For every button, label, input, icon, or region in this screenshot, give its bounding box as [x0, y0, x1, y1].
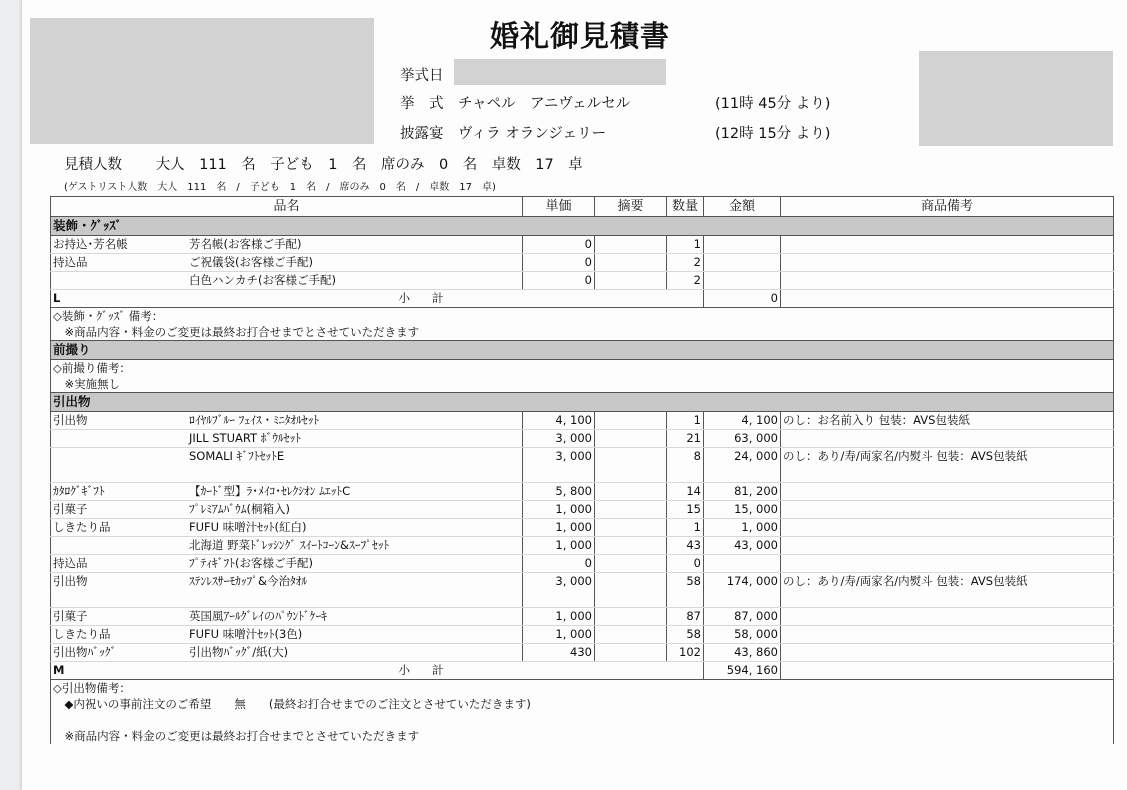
item-quantity: 1	[667, 519, 704, 537]
section-header-row	[51, 393, 1114, 412]
note-row	[51, 728, 1114, 744]
item-amount	[704, 272, 781, 290]
item-remarks: のし：あり/寿/両家名/内熨斗 包装：AVS包装紙	[781, 448, 1114, 483]
item-amount: 1, 000	[704, 519, 781, 537]
item-summary	[595, 254, 667, 272]
item-row	[51, 448, 1114, 483]
item-quantity: 21	[667, 430, 704, 448]
item-cell	[51, 412, 523, 430]
item-amount: 24, 000	[704, 448, 781, 483]
item-unit-price: 1, 000	[523, 608, 595, 626]
item-remarks	[781, 519, 1114, 537]
item-amount: 58, 000	[704, 626, 781, 644]
document-sheet	[22, 0, 1127, 790]
guest-list-count: (ゲストリスト人数 大人 111 名 / 子ども 1 名 / 席のみ 0 名 / 卓数 17 卓)	[64, 182, 496, 193]
item-unit-price: 3, 000	[523, 573, 595, 608]
item-quantity: 2	[667, 272, 704, 290]
item-name: ﾛｲﾔﾙﾌﾞﾙｰ ﾌｪｲｽ・ﾐﾆﾀｵﾙｾｯﾄ	[189, 413, 320, 427]
item-name: ﾌﾟﾃｨｷﾞﾌﾄ(お客様ご手配)	[189, 556, 313, 570]
item-quantity: 87	[667, 608, 704, 626]
subtotal-amount: 594, 160	[704, 662, 781, 680]
note-row	[51, 324, 1114, 341]
item-summary	[595, 272, 667, 290]
subtotal-cell	[51, 290, 704, 308]
item-summary	[595, 644, 667, 662]
item-quantity: 43	[667, 537, 704, 555]
section-note: ◇引出物備考：	[51, 680, 1114, 697]
item-amount: 43, 860	[704, 644, 781, 662]
table-header-row	[51, 197, 1114, 217]
item-category: お持込･芳名帳	[53, 237, 128, 251]
item-cell	[51, 608, 523, 626]
note-row	[51, 376, 1114, 393]
item-unit-price: 1, 000	[523, 519, 595, 537]
item-row	[51, 236, 1114, 254]
section-note: ◇装飾・ｸﾞｯｽﾞ 備考：	[51, 308, 1114, 325]
document-title: 婚礼御見積書	[490, 19, 671, 53]
redacted-ceremony-date	[454, 59, 666, 85]
item-unit-price: 430	[523, 644, 595, 662]
item-cell	[51, 537, 523, 555]
item-category: しきたり品	[53, 520, 111, 534]
section-title: 引出物	[51, 393, 1114, 412]
item-row	[51, 555, 1114, 573]
item-category: 引菓子	[53, 609, 88, 623]
header-quantity: 数量	[667, 197, 704, 217]
item-remarks	[781, 608, 1114, 626]
item-summary	[595, 430, 667, 448]
item-amount: 4, 100	[704, 412, 781, 430]
item-remarks	[781, 272, 1114, 290]
item-summary	[595, 236, 667, 254]
section-title: 装飾・ｸﾞｯｽﾞ	[51, 217, 1114, 236]
item-summary	[595, 412, 667, 430]
item-row	[51, 501, 1114, 519]
item-unit-price: 0	[523, 555, 595, 573]
item-quantity: 8	[667, 448, 704, 483]
item-name: 引出物ﾊﾞｯｸﾞ/紙(大)	[189, 645, 289, 659]
item-name: 白色ハンカチ(お客様ご手配)	[189, 273, 336, 287]
item-category: 引出物	[53, 413, 88, 427]
item-row	[51, 519, 1114, 537]
estimate-body	[51, 217, 1114, 745]
item-remarks	[781, 254, 1114, 272]
item-unit-price: 0	[523, 236, 595, 254]
item-remarks	[781, 501, 1114, 519]
item-name: 【ｶｰﾄﾞ型】ﾗ･ﾒｲｺ･ｾﾚｸｼｵﾝ ﾑｴｯﾄC	[189, 484, 351, 498]
section-header-row	[51, 217, 1114, 236]
item-summary	[595, 519, 667, 537]
item-unit-price: 3, 000	[523, 430, 595, 448]
item-quantity: 102	[667, 644, 704, 662]
subtotal-row	[51, 662, 1114, 680]
item-name: SOMALI ｷﾞﾌﾄｾｯﾄE	[189, 449, 285, 463]
item-unit-price: 0	[523, 254, 595, 272]
section-note: ※商品内容・料金のご変更は最終お打合せまでとさせていただきます	[51, 324, 1114, 341]
item-quantity: 2	[667, 254, 704, 272]
reception-venue: 披露宴 ヴィラ オランジェリー	[400, 126, 607, 142]
item-unit-price: 1, 000	[523, 626, 595, 644]
item-amount: 87, 000	[704, 608, 781, 626]
item-category: 引菓子	[53, 502, 88, 516]
item-unit-price: 3, 000	[523, 448, 595, 483]
item-row	[51, 272, 1114, 290]
item-amount	[704, 555, 781, 573]
item-quantity: 58	[667, 626, 704, 644]
item-cell	[51, 430, 523, 448]
item-name: FUFU 味噌汁ｾｯﾄ(紅白)	[189, 520, 307, 534]
item-remarks	[781, 430, 1114, 448]
section-note: ※実施無し	[51, 376, 1114, 393]
item-summary	[595, 608, 667, 626]
item-remarks: のし：あり/寿/両家名/内熨斗 包装：AVS包装紙	[781, 573, 1114, 608]
item-category: 引出物	[53, 574, 88, 588]
item-cell	[51, 236, 523, 254]
item-cell	[51, 501, 523, 519]
item-remarks	[781, 537, 1114, 555]
item-unit-price: 0	[523, 272, 595, 290]
item-cell	[51, 644, 523, 662]
item-unit-price: 5, 800	[523, 483, 595, 501]
note-row	[51, 680, 1114, 697]
item-unit-price: 4, 100	[523, 412, 595, 430]
item-cell	[51, 573, 523, 608]
subtotal-spacer	[781, 662, 1114, 680]
item-name: 芳名帳(お客様ご手配)	[189, 237, 302, 251]
item-summary	[595, 555, 667, 573]
item-row	[51, 644, 1114, 662]
section-note: ◆内祝いの事前注文のご希望 無 (最終お打合せまでのご注文とさせていただきます)	[51, 696, 1114, 712]
item-category: 持込品	[53, 556, 88, 570]
item-unit-price: 1, 000	[523, 501, 595, 519]
note-row	[51, 696, 1114, 712]
section-title: 前撮り	[51, 341, 1114, 360]
section-note: ※商品内容・料金のご変更は最終お打合せまでとさせていただきます	[51, 728, 1114, 744]
item-cell	[51, 626, 523, 644]
item-summary	[595, 501, 667, 519]
ceremony-venue: 挙 式 チャペル アニヴェルセル	[400, 96, 631, 112]
reception-time: (12時 15分 より)	[715, 126, 831, 142]
item-name: JILL STUART ﾎﾞｳﾙｾｯﾄ	[189, 431, 301, 445]
item-cell	[51, 254, 523, 272]
item-cell	[51, 272, 523, 290]
item-amount	[704, 254, 781, 272]
item-amount: 43, 000	[704, 537, 781, 555]
item-quantity: 0	[667, 555, 704, 573]
item-remarks	[781, 236, 1114, 254]
note-row	[51, 308, 1114, 325]
subtotal-key: L	[53, 291, 61, 305]
item-summary	[595, 626, 667, 644]
item-cell	[51, 448, 523, 483]
item-cell	[51, 519, 523, 537]
subtotal-spacer	[781, 290, 1114, 308]
item-category: 引出物ﾊﾞｯｸﾞ	[53, 645, 117, 659]
item-row	[51, 626, 1114, 644]
item-row	[51, 430, 1114, 448]
note-row	[51, 712, 1114, 728]
header-summary: 摘要	[595, 197, 667, 217]
item-cell	[51, 483, 523, 501]
subtotal-cell	[51, 662, 704, 680]
item-name: ﾌﾟﾚﾐｱﾑﾊﾞｳﾑ(桐箱入)	[189, 502, 290, 516]
section-header-row	[51, 341, 1114, 360]
item-row	[51, 254, 1114, 272]
subtotal-label: 小計	[398, 291, 466, 305]
item-quantity: 1	[667, 412, 704, 430]
subtotal-row	[51, 290, 1114, 308]
estimate-headcount: 見積人数 大人 111 名 子ども 1 名 席のみ 0 名 卓数 17 卓	[64, 157, 583, 173]
item-name: FUFU 味噌汁ｾｯﾄ(3色)	[189, 627, 303, 641]
item-quantity: 15	[667, 501, 704, 519]
item-remarks	[781, 626, 1114, 644]
item-name: 英国風ｱｰﾙｸﾞﾚｲのﾊﾟｳﾝﾄﾞｹｰｷ	[189, 609, 327, 623]
item-quantity: 14	[667, 483, 704, 501]
item-row	[51, 608, 1114, 626]
estimate-table	[50, 196, 1114, 744]
section-note	[51, 712, 1114, 728]
item-row	[51, 483, 1114, 501]
subtotal-amount: 0	[704, 290, 781, 308]
item-summary	[595, 483, 667, 501]
header-name: 品名	[51, 197, 523, 217]
ceremony-date-label: 挙式日	[400, 68, 444, 84]
header-amount: 金額	[704, 197, 781, 217]
item-name: 北海道 野菜ﾄﾞﾚｯｼﾝｸﾞ ｽｲｰﾄｺｰﾝ&ｽｰﾌﾟｾｯﾄ	[189, 538, 390, 552]
item-row	[51, 573, 1114, 608]
header-unit-price: 単価	[523, 197, 595, 217]
redacted-area-right	[919, 51, 1113, 146]
section-note: ◇前撮り備考：	[51, 360, 1114, 377]
subtotal-key: M	[53, 663, 65, 677]
item-category: しきたり品	[53, 627, 111, 641]
item-amount: 81, 200	[704, 483, 781, 501]
item-cell	[51, 555, 523, 573]
item-name: ご祝儀袋(お客様ご手配)	[189, 255, 313, 269]
item-amount: 174, 000	[704, 573, 781, 608]
ceremony-time: (11時 45分 より)	[715, 96, 831, 112]
item-category: ｶﾀﾛｸﾞｷﾞﾌﾄ	[53, 484, 105, 498]
item-summary	[595, 448, 667, 483]
item-summary	[595, 537, 667, 555]
item-remarks	[781, 555, 1114, 573]
item-name: ｽﾃﾝﾚｽｻｰﾓｶｯﾌﾟ&今治ﾀｵﾙ	[189, 574, 308, 588]
item-row	[51, 537, 1114, 555]
item-unit-price: 1, 000	[523, 537, 595, 555]
item-remarks	[781, 644, 1114, 662]
item-amount: 63, 000	[704, 430, 781, 448]
item-remarks	[781, 483, 1114, 501]
item-summary	[595, 573, 667, 608]
item-amount: 15, 000	[704, 501, 781, 519]
item-amount	[704, 236, 781, 254]
note-row	[51, 360, 1114, 377]
item-category: 持込品	[53, 255, 88, 269]
redacted-area-left	[30, 18, 374, 144]
item-quantity: 1	[667, 236, 704, 254]
header-remarks: 商品備考	[781, 197, 1114, 217]
item-row	[51, 412, 1114, 430]
item-quantity: 58	[667, 573, 704, 608]
subtotal-label: 小計	[398, 663, 466, 677]
item-remarks: のし：お名前入り 包装：AVS包装紙	[781, 412, 1114, 430]
